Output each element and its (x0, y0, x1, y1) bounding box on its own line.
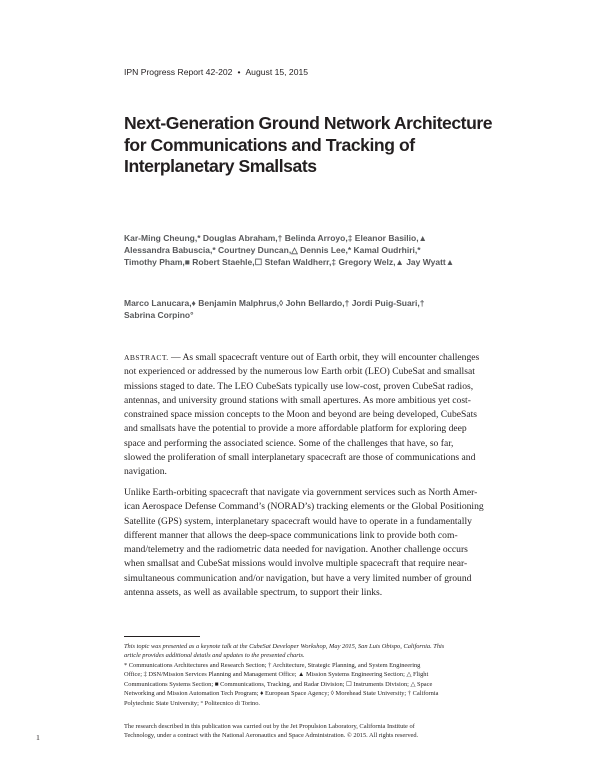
footnote-line: article provides additional details and updates to the presented charts. (124, 652, 305, 660)
author-line: Timothy Pham,■ Robert Staehle,☐ Stefan Waldherr,‡ Gregory Welz,▲ Jay Wyatt▲ (124, 257, 455, 267)
footnote-line: Polytechnic State University; ° Politecnico di Torino. (124, 699, 260, 707)
footnote-line: Office; ‡ DSN/Mission Services Planning and Management Office; ▲ Mission Systems Engineering Section; △ Flight (124, 671, 429, 679)
footnote-line: * Communications Architectures and Research Section; † Architecture, Strategic Planning, and System Engineering (124, 662, 421, 669)
footnote-line: Technology, under a contract with the National Aeronautics and Space Administration. © 2015. All rights reserved. (124, 732, 419, 740)
body-line: different manner that allows the deep-space communications link to provide both com- (124, 529, 458, 541)
abstract-line: and smallsats have the potential to provide a more affordable platform for exploring deep (124, 423, 467, 435)
abstract-line: slowed the proliferation of small interplanetary spacecraft are those of communications and (124, 452, 476, 464)
body-paragraph (124, 486, 492, 600)
author-list-secondary (124, 297, 524, 321)
abstract-line: navigation. (124, 466, 167, 478)
page-number: 1 (36, 733, 40, 742)
footnote-presentation-note (124, 642, 504, 660)
author-line: Sabrina Corpino° (124, 310, 194, 320)
footnote-divider (124, 636, 200, 637)
body-line: Satellite (GPS) system, interplanetary spacecraft would have to operate in a fundamentally (124, 515, 472, 527)
body-line: when smallsat and CubeSat missions would involve multiple spacecraft that require near- (124, 558, 468, 570)
abstract-label: ABSTRACT. (124, 353, 169, 362)
abstract-line: space and performing the associated science. Some of the challenges that have, so far, (124, 437, 454, 449)
paper-title (124, 113, 534, 178)
body-line: simultaneous communication and/or navigation, but have a very limited number of ground (124, 572, 472, 584)
footnote-line: This topic was presented as a keynote talk at the CubeSat Developer Workshop, May 2015, San Luis Obispo, California. This (124, 643, 445, 650)
body-line: ican Aerospace Defense Command’s (NORAD’s) tracking elements or the Global Positioning (124, 501, 484, 513)
abstract-line: antennas, and university ground stations with small apertures. As more ambitious yet cost- (124, 394, 471, 406)
footnote-line: Communications Systems Section; ■ Communications, Tracking, and Radar Division; ☐ Instruments Division; △ Space (124, 680, 433, 688)
footnote-research-credit (124, 722, 504, 740)
running-header (124, 67, 308, 77)
title-line: Interplanetary Smallsats (124, 156, 317, 176)
report-date: August 15, 2015 (245, 67, 309, 77)
footnote-affiliations (124, 661, 504, 708)
abstract-line (124, 351, 492, 365)
abstract (124, 351, 492, 480)
author-line: Marco Lanucara,♦ Benjamin Malphrus,◊ John Bellardo,† Jordi Puig-Suari,† (124, 298, 425, 308)
report-number: IPN Progress Report 42-202 (124, 67, 233, 77)
abstract-line: missions staged to date. The LEO CubeSats typically use low-cost, proven CubeSat radios, (124, 380, 474, 392)
header-separator: • (237, 67, 241, 77)
author-line: Kar-Ming Cheung,* Douglas Abraham,† Belinda Arroyo,‡ Eleanor Basilio,▲ (124, 233, 427, 243)
abstract-line: not experienced or addressed by the numerous low Earth orbit (LEO) CubeSat and smallsat (124, 366, 475, 378)
footnote-line: The research described in this publication was carried out by the Jet Propulsion Laboratory, California Institute of (124, 723, 415, 730)
title-line: Next-Generation Ground Network Architecture (124, 113, 493, 133)
title-line: for Communications and Tracking of (124, 134, 415, 155)
body-line: antenna assets, as well as available spectrum, to support their links. (124, 587, 383, 599)
abstract-line: constrained space mission concepts to the Moon and beyond are being developed, CubeSats (124, 409, 478, 421)
abstract-first-line: — As small spacecraft venture out of Earth orbit, they will encounter challenges (168, 352, 480, 363)
footnote-line: Networking and Mission Automation Tech Program; ♦ European Space Agency; ◊ Morehead State University; † California (124, 690, 439, 698)
author-list-primary (124, 232, 524, 268)
body-line: mand/telemetry and the radiometric data needed for navigation. Another challenge occurs (124, 544, 468, 556)
author-line: Alessandra Babuscia,* Courtney Duncan,△ Dennis Lee,* Kamal Oudrhiri,* (124, 245, 421, 255)
body-line: Unlike Earth-orbiting spacecraft that navigate via government services such as North Amer- (124, 487, 478, 498)
